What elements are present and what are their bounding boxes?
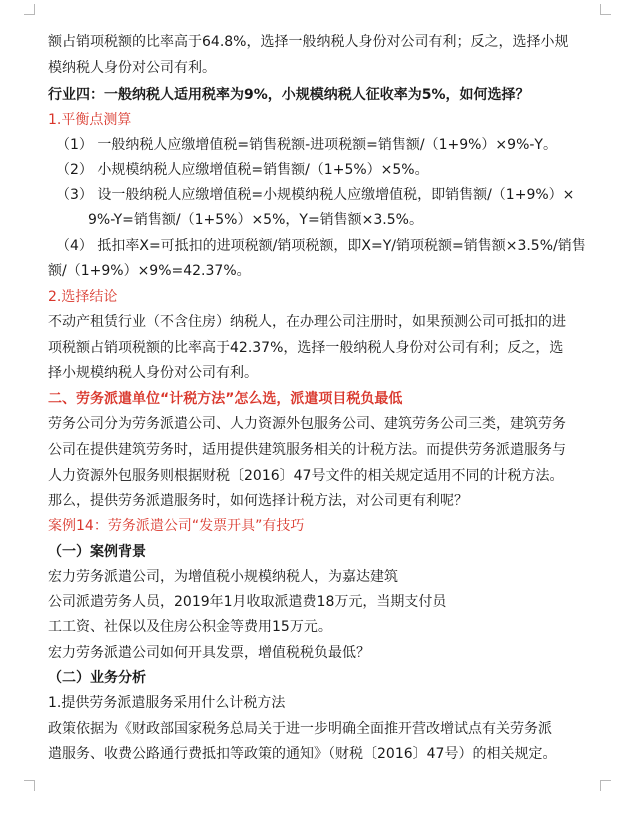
- paragraph-line: 遣服务、收费公路通行费抵扣等政策的通知》（财税〔2016〕47号）的相关规定。: [48, 746, 557, 762]
- paragraph-line: 项税额占销项税额的比率高于42.37%，选择一般纳税人身份对公司有利；反之，选: [48, 340, 564, 356]
- list-item: （1） 一般纳税人应缴增值税=销售税额-进项税额=销售额/（1+9%）×9%-Y。: [56, 137, 557, 153]
- section-heading: 二、劳务派遣单位“计税方法”怎么选，派遣项目税负最低: [48, 391, 403, 407]
- subheading: 1.平衡点测算: [48, 112, 132, 128]
- list-item: （4） 抵扣率X=可抵扣的进项税额/销项税额，即X=Y/销项税额=销售额×3.5%/销售: [56, 238, 586, 254]
- paragraph-line: 劳务公司分为劳务派遣公司、人力资源外包服务公司、建筑劳务公司三类，建筑劳务: [48, 416, 566, 432]
- subheading: 1.提供劳务派遣服务采用什么计税方法: [48, 695, 286, 711]
- list-item-continuation: 额/（1+9%）×9%=42.37%。: [48, 263, 251, 279]
- paragraph-line: 公司派遣劳务人员，2019年1月收取派遣费18万元，当期支付员: [48, 594, 447, 610]
- paragraph-line: 宏力劳务派遣公司，为增值税小规模纳税人，为嘉达建筑: [48, 569, 398, 585]
- paragraph-line: 政策依据为《财政部国家税务总局关于进一步明确全面推开营改增试点有关劳务派: [48, 721, 552, 737]
- paragraph-line: 人力资源外包服务则根据财税〔2016〕47号文件的相关规定适用不同的计税方法。: [48, 468, 564, 484]
- subheading: （一）案例背景: [48, 544, 146, 560]
- list-item-continuation: 9%-Y=销售额/（1+5%）×5%，Y=销售额×3.5%。: [88, 212, 423, 228]
- crop-mark-top-left: [24, 4, 35, 15]
- crop-mark-bottom-right: [600, 780, 611, 791]
- crop-mark-bottom-left: [24, 780, 35, 791]
- list-item: （2） 小规模纳税人应缴增值税=销售额/（1+5%）×5%。: [56, 162, 429, 178]
- paragraph-line: 不动产租赁行业（不含住房）纳税人，在办理公司注册时，如果预测公司可抵扣的进: [48, 314, 566, 330]
- crop-mark-top-right: [600, 4, 611, 15]
- paragraph-line: 额占销项税额的比率高于64.8%，选择一般纳税人身份对公司有利；反之，选择小规: [48, 34, 569, 50]
- subheading: 2.选择结论: [48, 289, 118, 305]
- paragraph-line: 工工资、社保以及住房公积金等费用15万元。: [48, 619, 332, 635]
- paragraph-line: 那么，提供劳务派遣服务时，如何选择计税方法，对公司更有利呢？: [48, 493, 468, 509]
- case-heading: 案例14：劳务派遣公司“发票开具”有技巧: [48, 518, 305, 534]
- subheading: （二）业务分析: [48, 670, 146, 686]
- paragraph-line: 择小规模纳税人身份对公司有利。: [48, 365, 258, 381]
- paragraph-line: 模纳税人身份对公司有利。: [48, 60, 216, 76]
- paragraph-line: 宏力劳务派遣公司如何开具发票，增值税税负最低？: [48, 645, 370, 661]
- paragraph-line: 公司在提供建筑劳务时，适用提供建筑服务相关的计税方法。而提供劳务派遣服务与: [48, 442, 566, 458]
- list-item: （3） 设一般纳税人应缴增值税=小规模纳税人应缴增值税，即销售额/（1+9%）×: [56, 187, 575, 203]
- section-heading: 行业四：一般纳税人适用税率为9%，小规模纳税人征收率为5%，如何选择？: [48, 87, 530, 103]
